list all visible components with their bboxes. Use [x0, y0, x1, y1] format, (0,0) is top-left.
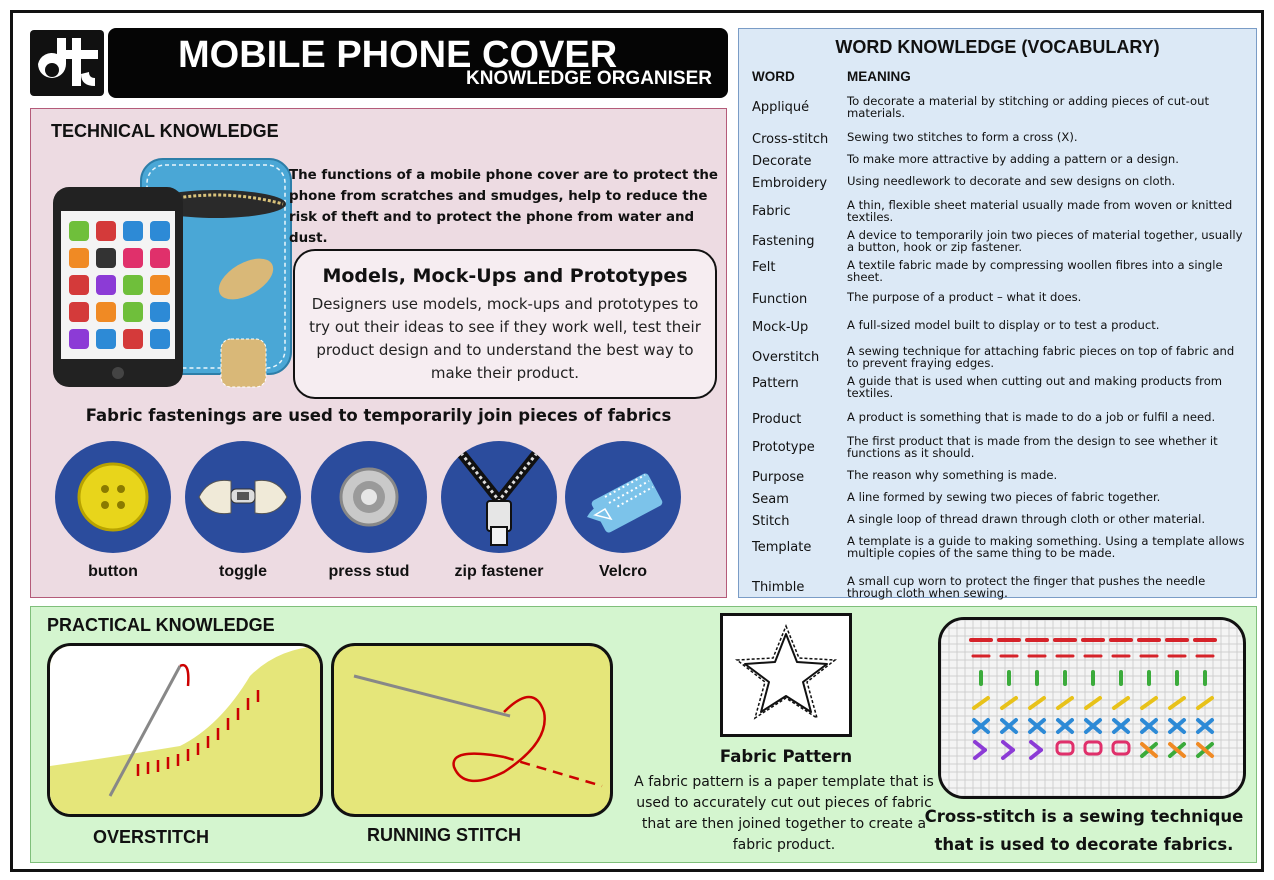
app-icon [96, 275, 116, 295]
vocab-word: Template [752, 540, 812, 555]
fastener-zip [441, 441, 557, 581]
vocab-meaning: A textile fabric made by compressing woollen fibres into a single sheet. [847, 258, 1223, 284]
app-icon [96, 329, 116, 349]
vocab-word: Appliqué [752, 100, 810, 115]
velcro-icon [565, 441, 681, 553]
practical-heading: PRACTICAL KNOWLEDGE [47, 615, 275, 635]
app-icon [150, 302, 170, 322]
practical-knowledge-panel [30, 606, 1257, 863]
vocab-meaning: A guide that is used when cutting out and making products from textiles. [847, 374, 1223, 400]
running-stitch-illustration [334, 646, 613, 817]
models-box [293, 249, 717, 399]
pattern-title: Fabric Pattern [719, 747, 853, 766]
fastenings-heading: Fabric fastenings are used to temporarily join pieces of fabrics [85, 406, 672, 425]
vocab-word: Function [752, 292, 808, 307]
vocab-meaning: A full-sized model built to display or to test a product. [847, 318, 1160, 332]
vocab-meaning: A single loop of thread drawn through cloth or other material. [847, 512, 1206, 526]
fastener-label: toggle [219, 563, 267, 580]
technical-knowledge-panel [30, 108, 727, 598]
cross-stitch-illustration [941, 620, 1243, 796]
app-icon [123, 302, 143, 322]
page-title: MOBILE PHONE COVER [178, 34, 618, 76]
vocab-word: Purpose [752, 470, 805, 485]
vocab-word: Cross-stitch [752, 132, 829, 147]
app-icon [123, 329, 143, 349]
vocab-word: Stitch [752, 514, 790, 529]
pattern-text: A fabric pattern is a paper template that is used to accurately cut out pieces of fabric that are then joined together to create a fabric product. [634, 774, 934, 853]
fastener-label: press stud [328, 563, 410, 580]
running-stitch-label: RUNNING STITCH [367, 825, 521, 845]
vocab-meaning: A thin, flexible sheet material usually made from woven or knitted textiles. [847, 198, 1233, 224]
app-icon [150, 275, 170, 295]
vocab-word: Fabric [752, 204, 791, 219]
vocab-meaning: A line formed by sewing two pieces of fabric together. [847, 490, 1161, 504]
running-stitch-card [331, 643, 613, 817]
app-icon [150, 221, 170, 241]
models-title: Models, Mock-Ups and Prototypes [322, 265, 688, 287]
app-icon [123, 221, 143, 241]
vocab-word: Seam [752, 492, 789, 507]
vocab-meaning: To decorate a material by stitching or adding pieces of cut-out materials. [847, 94, 1209, 120]
overstitch-label: OVERSTITCH [93, 827, 210, 847]
vocab-word: Product [752, 412, 802, 427]
overstitch-card [47, 643, 323, 817]
app-icon [150, 248, 170, 268]
vocab-meaning: A product is something that is made to do a job or fulfil a need. [847, 410, 1216, 424]
app-icon [123, 275, 143, 295]
toggle-icon [185, 441, 301, 553]
vocab-word: Pattern [752, 376, 799, 391]
fastener-toggle [185, 441, 301, 581]
cross-stitch-sample [938, 617, 1246, 799]
star-pattern-image [720, 613, 852, 737]
technical-heading: TECHNICAL KNOWLEDGE [51, 121, 279, 141]
fastener-label: zip fastener [454, 563, 544, 580]
vocab-meaning: Using needlework to decorate and sew designs on cloth. [847, 174, 1176, 188]
vocab-meaning: The reason why something is made. [847, 468, 1058, 482]
dt-logo [30, 30, 104, 96]
star-icon [723, 616, 849, 734]
app-icon [150, 329, 170, 349]
vocab-meaning: A template is a guide to making something. Using a template allows multiple copies of the same thing to be made. [847, 534, 1245, 560]
vocab-meaning: Sewing two stitches to form a cross (X). [847, 130, 1078, 144]
vocab-word: Mock-Up [752, 320, 809, 335]
fastener-label: Velcro [598, 563, 648, 580]
overstitch-illustration [50, 646, 323, 817]
cross-stitch-text: Cross-stitch is a sewing technique that is used to decorate fabrics. [924, 807, 1244, 854]
vocab-col-meaning: MEANING [847, 69, 911, 84]
vocab-word: Embroidery [752, 176, 828, 191]
page-subtitle: KNOWLEDGE ORGANISER [466, 68, 712, 89]
app-icon [69, 248, 89, 268]
vocab-meaning: The first product that is made from the design to see whether it functions as it should. [847, 434, 1218, 460]
press-stud-icon [311, 441, 427, 553]
fastener-label: button [88, 563, 138, 580]
app-icon [69, 221, 89, 241]
app-icon [96, 248, 116, 268]
app-icon [69, 275, 89, 295]
app-icon [69, 302, 89, 322]
vocab-meaning: To make more attractive by adding a pattern or a design. [847, 152, 1179, 166]
vocab-heading: WORD KNOWLEDGE (VOCABULARY) [835, 37, 1160, 57]
technical-intro: The functions of a mobile phone cover are to protect the phone from scratches and smudges, help to reduce the risk of theft and to protect the phone from water and dust. [289, 168, 718, 246]
fasteners-row [55, 441, 695, 586]
app-icon [96, 302, 116, 322]
vocab-meaning: A small cup worn to protect the finger that pushes the needle through cloth when sewing. [847, 574, 1206, 600]
fastener-button [55, 441, 171, 581]
vocab-word: Felt [752, 260, 776, 275]
zip-fastener-icon [441, 441, 557, 553]
vocab-word: Fastening [752, 234, 815, 249]
vocab-word: Thimble [752, 580, 805, 595]
fastener-velcro [565, 441, 681, 581]
title-bar [108, 28, 728, 98]
vocab-word: Prototype [752, 440, 815, 455]
app-icon [69, 329, 89, 349]
vocab-meaning: The purpose of a product – what it does. [847, 290, 1082, 304]
vocabulary-panel [738, 28, 1257, 598]
vocab-col-word: WORD [752, 69, 795, 84]
vocab-meaning: A device to temporarily join two pieces of material together, usually a button, hook or zip fastener. [847, 228, 1243, 254]
vocab-meaning: A sewing technique for attaching fabric pieces on top of fabric and to prevent fraying edges. [847, 344, 1235, 370]
fastener-press-stud [311, 441, 427, 581]
app-icon [123, 248, 143, 268]
app-icon [96, 221, 116, 241]
vocab-word: Overstitch [752, 350, 820, 365]
vocab-word: Decorate [752, 154, 812, 169]
models-text: Designers use models, mock-ups and prototypes to try out their ideas to see if they work well, test their product design and to understand the best way to make their product. [309, 295, 701, 382]
phone-cover-illustration [51, 149, 296, 394]
button-icon [55, 441, 171, 553]
